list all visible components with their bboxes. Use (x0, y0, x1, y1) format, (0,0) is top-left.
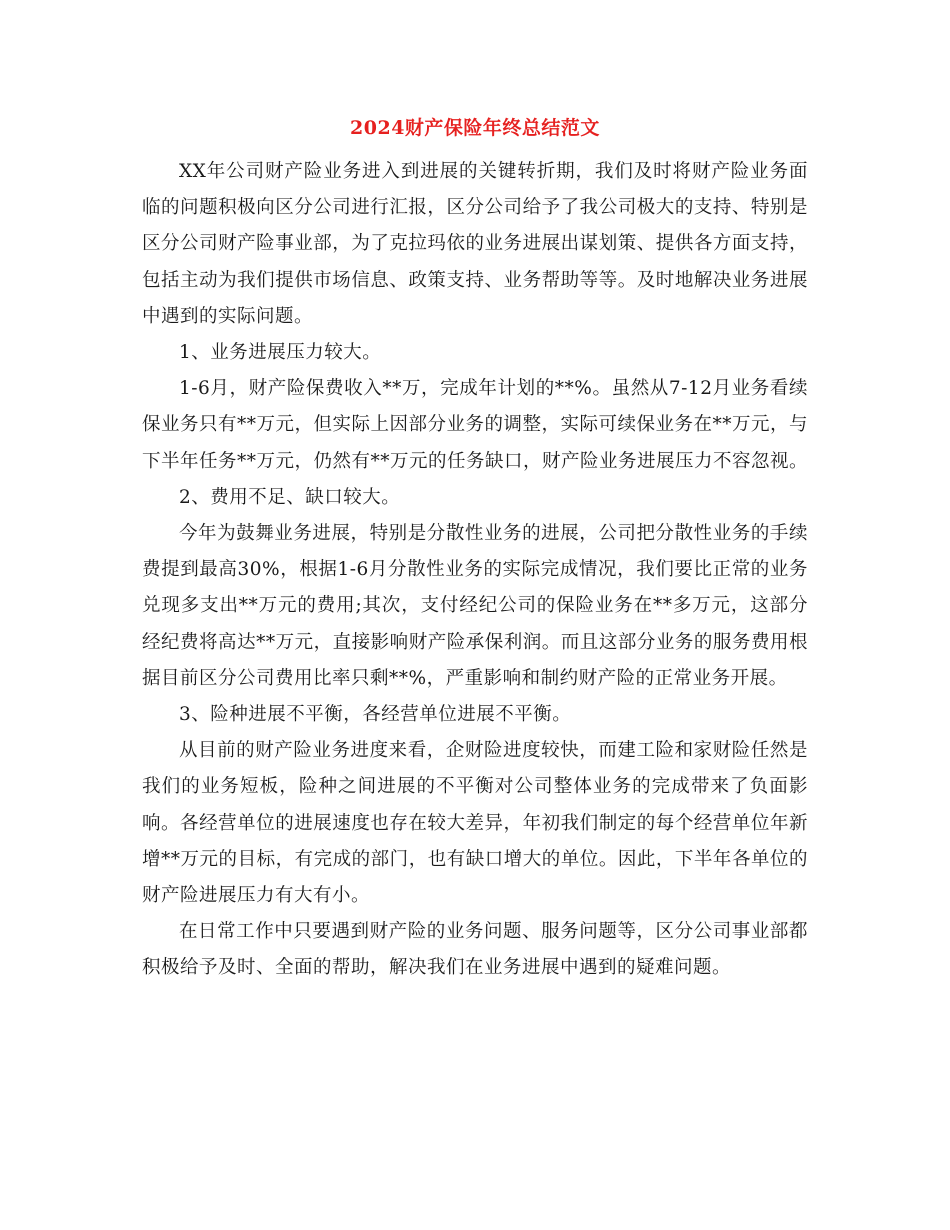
section-heading-3: 3、险种进展不平衡，各经营单位进展不平衡。 (179, 704, 572, 726)
section-heading-1: 1、业务进展压力较大。 (179, 342, 382, 364)
paragraph-intro: XX年公司财产险业务进入到进展的关键转折期，我们及时将财产险业务面临的问题积极向区分公司进行汇报，区分公司给予了我公司极大的支持、特别是区分公司财产险事业部，为了克拉玛依的业务进展出谋划策、提供各方面支持，包括主动为我们提供市场信息、政策支持、业务帮助等等。及时地解决业务进展中遇到的实际问题。 (142, 161, 808, 327)
document-title: 2024财产保险年终总结范文 (350, 117, 600, 139)
paragraph-section-3: 从目前的财产险业务进度来看，企财险进度较快，而建工险和家财险任然是我们的业务短板，险种之间进展的不平衡对公司整体业务的完成带来了负面影响。各经营单位的进展速度也存在较大差异，年初我们制定的每个经营单位年新增**万元的目标，有完成的部门，也有缺口增大的单位。因此，下半年各单位的财产险进展压力有大有小。 (142, 740, 808, 907)
document-body (142, 154, 808, 987)
paragraph-section-1: 1-6月，财产险保费收入**万，完成年计划的**%。虽然从7-12月业务看续保业务只有**万元，但实际上因部分业务的调整，实际可续保业务在**万元，与下半年任务**万元，仍然有**万元的任务缺口，财产险业务进展压力不容忽视。 (142, 378, 809, 472)
paragraph-section-2: 今年为鼓舞业务进展，特别是分散性业务的进展，公司把分散性业务的手续费提到最高30%，根据1-6月分散性业务的实际完成情况，我们要比正常的业务兑现多支出**万元的费用;其次，支付经纪公司的保险业务在**多万元，这部分经纪费将高达**万元，直接影响财产险承保利润。而且这部分业务的服务费用根据目前区分公司费用比率只剩**%，严重影响和制约财产险的正常业务开展。 (142, 523, 808, 689)
paragraph-closing: 在日常工作中只要遇到财产险的业务问题、服务问题等，区分公司事业部都积极给予及时、全面的帮助，解决我们在业务进展中遇到的疑难问题。 (142, 921, 808, 979)
section-heading-2: 2、费用不足、缺口较大。 (179, 486, 401, 508)
